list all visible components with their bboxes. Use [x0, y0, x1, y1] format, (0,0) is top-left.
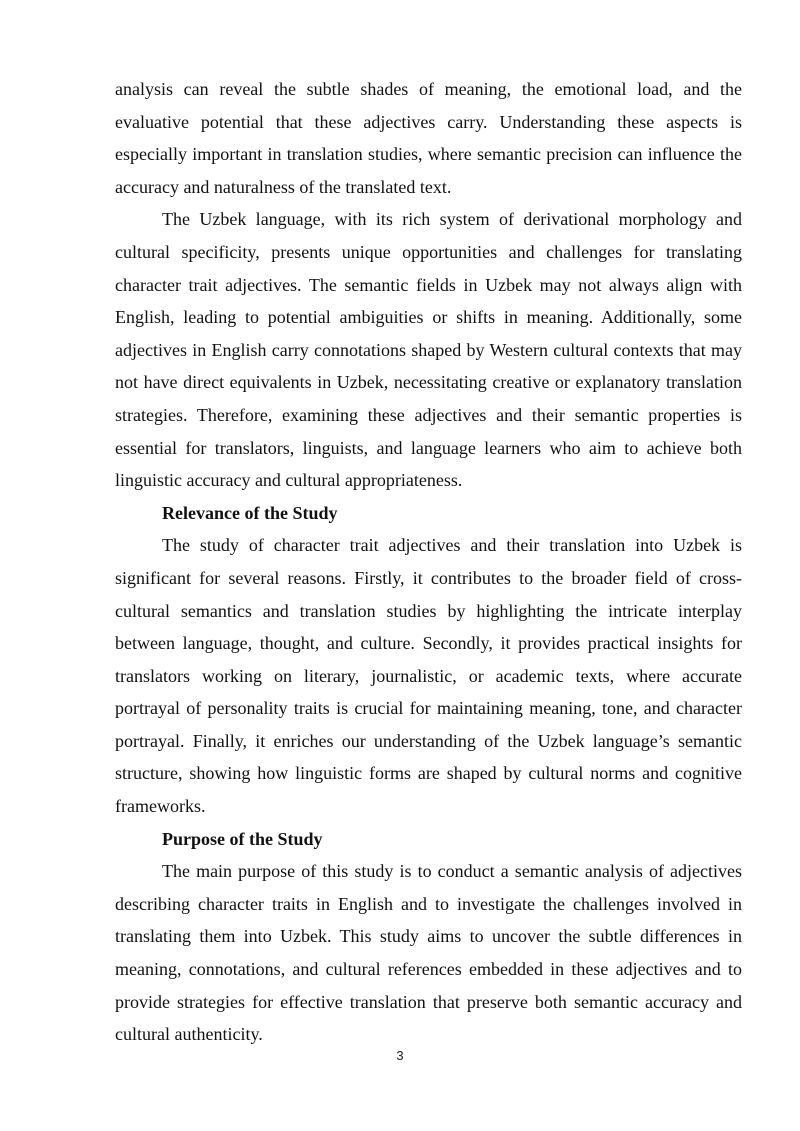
paragraph-continued: analysis can reveal the subtle shades of meaning, the emotional load, and the evaluative potential that these adjectives carry. Understanding these aspects is especially important in translation studies, where semantic precision can influence the accuracy and naturalness of the translated text. [115, 79, 742, 197]
heading-relevance: Relevance of the Study [162, 502, 338, 523]
paragraph-uzbek-language: The Uzbek language, with its rich system of derivational morphology and cultural specificity, presents unique opportunities and challenges for translating character trait adjectives. The semantic fields in Uzbek may not always align with English, leading to potential ambiguities or shifts in meaning. Additionally, some adjectives in English carry connotations shaped by Western cultural contexts that may not have direct equivalents in Uzbek, necessitating creative or explanatory translation strategies. Therefore, examining these adjectives and their semantic properties is essential for translators, linguists, and language learners who aim to achieve both linguistic accuracy and cultural appropriateness. [115, 209, 742, 491]
heading-purpose: Purpose of the Study [162, 828, 323, 849]
page-number: 3 [396, 1048, 404, 1063]
page-body [115, 73, 742, 1051]
paragraph-relevance: The study of character trait adjectives and their translation into Uzbek is significant for several reasons. Firstly, it contributes to the broader field of cross-cultural semantics and translation studies by highlighting the intricate interplay between language, thought, and culture. Secondly, it provides practical insights for translators working on literary, journalistic, or academic texts, where accurate portrayal of personality traits is crucial for maintaining meaning, tone, and character portrayal. Finally, it enriches our understanding of the Uzbek language’s semantic structure, showing how linguistic forms are shaped by cultural norms and cognitive frameworks. [115, 535, 742, 817]
paragraph-purpose: The main purpose of this study is to conduct a semantic analysis of adjectives describing character traits in English and to investigate the challenges involved in translating them into Uzbek. This study aims to uncover the subtle differences in meaning, connotations, and cultural references embedded in these adjectives and to provide strategies for effective translation that preserve both semantic accuracy and cultural authenticity. [115, 861, 742, 1045]
